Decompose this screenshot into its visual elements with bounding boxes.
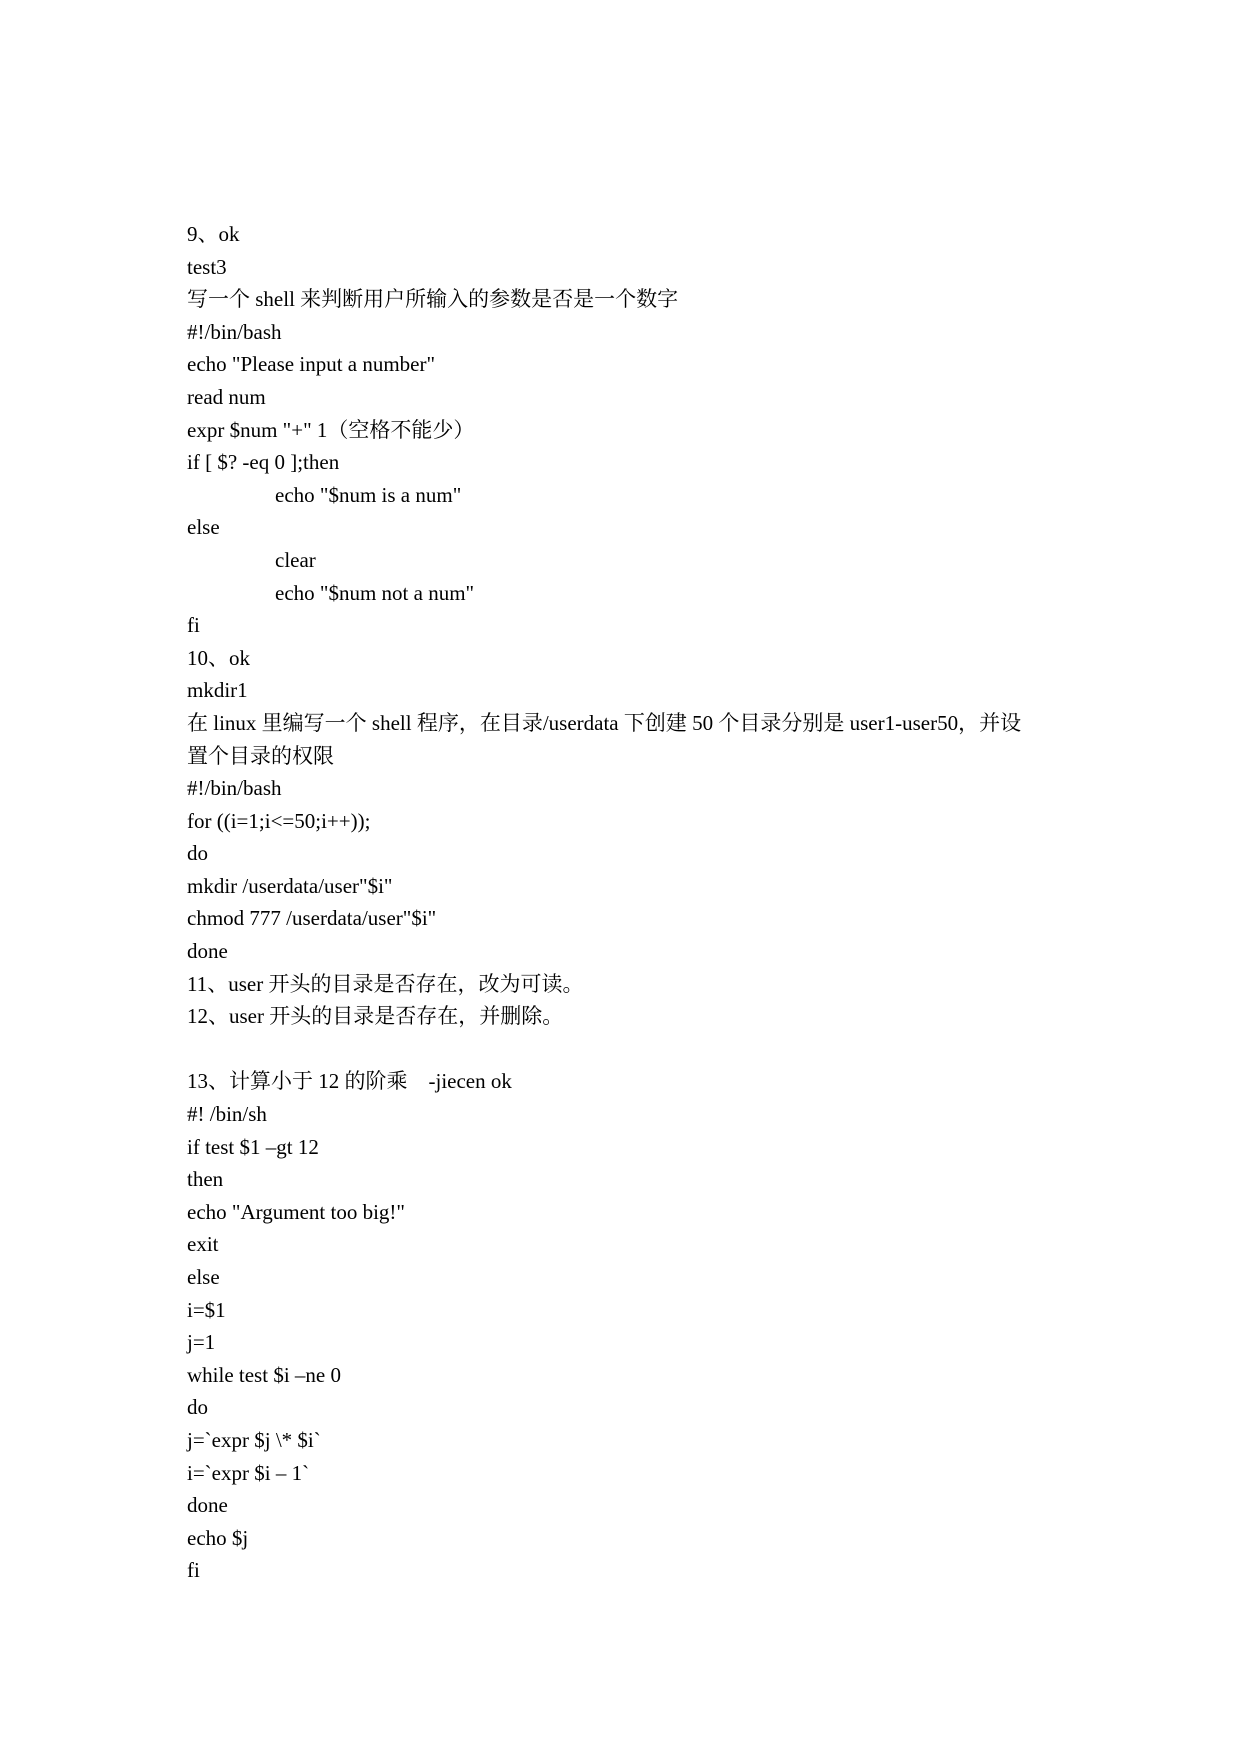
code-line: then [187,1167,224,1192]
code-line: chmod 777 /userdata/user"$i" [187,906,437,931]
code-line: #!/bin/bash [187,319,282,344]
section-9-description: 写一个 shell 来判断用户所输入的参数是否是一个数字 [187,287,679,312]
section-10-description-line2: 置个目录的权限 [187,743,334,768]
code-line: else [187,1265,220,1289]
section-10-label: mkdir1 [187,678,248,703]
code-line: fi [187,613,200,638]
code-line: #! /bin/sh [187,1102,267,1127]
code-line-indented: clear [275,547,316,572]
code-line: i=`expr $i – 1` [187,1460,310,1485]
code-line: echo "Argument too big!" [187,1199,405,1224]
code-line: mkdir /userdata/user"$i" [187,873,393,898]
code-line: do [187,1395,208,1420]
section-10-heading: 10、ok [187,645,250,670]
code-line: j=`expr $j \* $i` [187,1427,321,1452]
code-line-indented: echo "$num is a num" [275,482,462,507]
code-line: if [ $? -eq 0 ];then [187,450,340,475]
section-9-label: test3 [187,254,227,279]
document-body [187,218,1067,1587]
code-line: while test $i –ne 0 [187,1362,341,1387]
section-11-heading: 11、user 开头的目录是否存在，改为可读。 [187,971,584,996]
code-line: done [187,1493,228,1518]
code-line: for ((i=1;i<=50;i++)); [187,808,371,833]
code-line: read num [187,384,266,409]
code-line: if test $1 –gt 12 [187,1134,319,1159]
code-line: else [187,515,220,540]
code-line: do [187,841,208,866]
code-line: j=1 [187,1330,216,1355]
code-line-indented: echo "$num not a num" [275,580,475,605]
section-10-description-line1: 在 linux 里编写一个 shell 程序，在目录/userdata 下创建 50 个目录分别是 user1-user50，并设 [187,710,1022,735]
blank-line [187,1033,1067,1066]
code-line: done [187,939,228,964]
code-line: echo $j [187,1525,249,1550]
code-line: exit [187,1232,219,1257]
code-line: i=$1 [187,1297,226,1322]
code-line: expr $num "+" 1（空格不能少） [187,417,475,442]
code-line: fi [187,1558,200,1583]
section-9-heading: 9、ok [187,222,240,246]
section-13-heading: 13、计算小于 12 的阶乘 -jiecen ok [187,1069,512,1094]
section-12-heading: 12、user 开头的目录是否存在，并删除。 [187,1004,564,1029]
code-line: echo "Please input a number" [187,352,436,377]
code-line: #!/bin/bash [187,776,282,801]
